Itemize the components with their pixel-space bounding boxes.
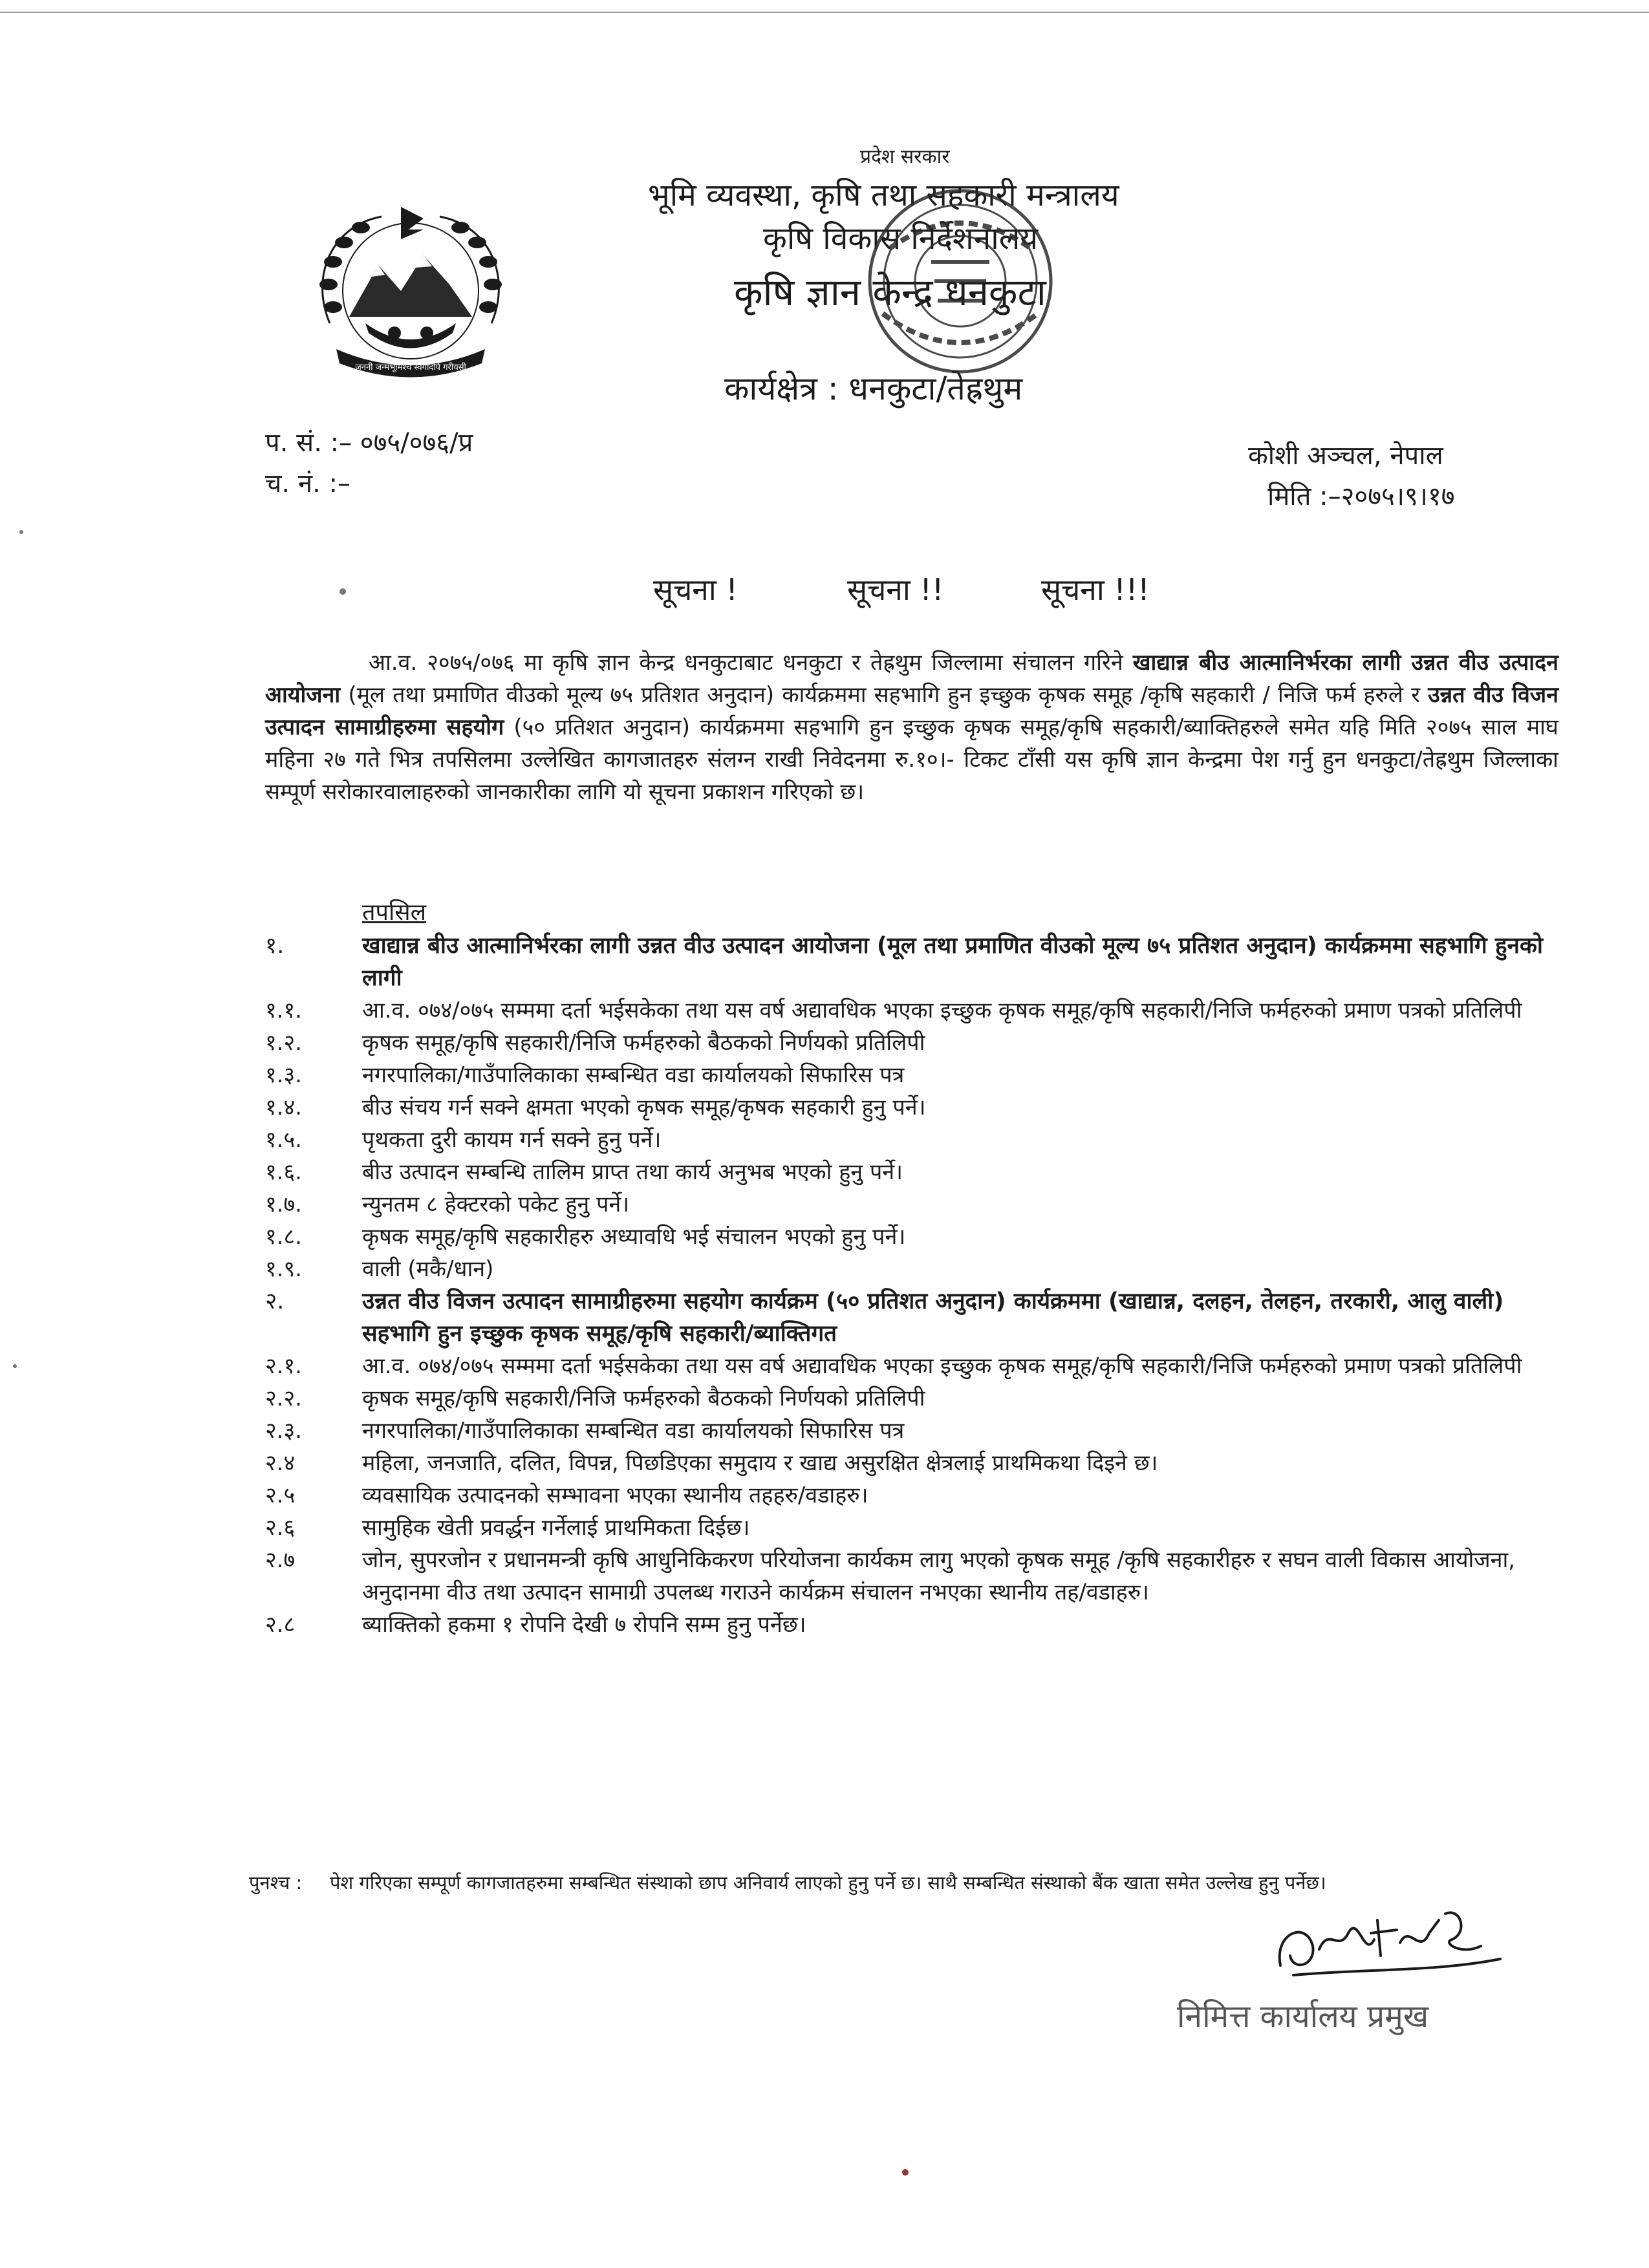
- list-item: [265, 1188, 1565, 1221]
- list-item: [265, 994, 1565, 1027]
- item-number: १.१.: [265, 998, 302, 1023]
- item-text: कृषक समूह/कृषि सहकारीहरु अध्यावधि भई संचालन भएको हुनु पर्ने।: [362, 1224, 906, 1250]
- body-text: आ.व. २०७५/०७६ मा कृषि ज्ञान केन्द्र धनकुटाबाट धनकुटा र तेह्रथुम जिल्लामा संचालन गरिने: [369, 650, 1133, 676]
- list-item: [265, 1512, 1565, 1544]
- handwritten-signature: [1267, 1894, 1526, 1991]
- list-item: [265, 1221, 1565, 1253]
- reference-number: प. सं. :– ०७५/०७६/प्र: [265, 428, 473, 458]
- address: कोशी अञ्चल, नेपाल: [1248, 441, 1443, 471]
- item-number: १.७.: [265, 1192, 302, 1217]
- office-seal-stamp: [812, 178, 1070, 391]
- item-text: न्युनतम ८ हेक्टरको पकेट हुनु पर्ने।: [362, 1192, 630, 1217]
- list-item: [265, 1124, 1565, 1156]
- list-item: [265, 1350, 1565, 1382]
- item-text: बीउ संचय गर्न सक्ने क्षमता भएको कृषक समूह/कृषक सहकारी हुनु पर्ने।: [362, 1095, 926, 1120]
- item-text: जोन, सुपरजोन र प्रधानमन्त्री कृषि आधुनिकिकरण परियोजना कार्यकम लागु भएको कृषक समूह /कृषि सहकारीहरु र सघन वाली विकास आयोजना, अनुदानमा वीउ तथा उत्पादन सामाग्री उपलब्ध गराउने कार्यक्रम संचालन नभएका स्थानीय तह/वडाहरु।: [362, 1547, 1516, 1605]
- notice-title-3: सूचना !!!: [1041, 572, 1150, 607]
- letterhead-ministry: भूमि व्यवस्था, कृषि तथा सहकारी मन्त्रालय: [648, 177, 1119, 213]
- item-number: २.: [265, 1289, 285, 1314]
- item-text: कृषक समूह/कृषि सहकारी/निजि फर्महरुको बैठकको निर्णयको प्रतिलिपी: [362, 1385, 925, 1411]
- item-number: १.४.: [265, 1095, 302, 1120]
- scan-speck: [19, 530, 23, 534]
- item-number: १.५.: [265, 1127, 302, 1153]
- issue-date: मिति :–२०७५।९।१७: [1267, 482, 1455, 511]
- item-text: सामुहिक खेती प्रवर्द्धन गर्नेलाई प्राथमिकता दिईछ।: [362, 1515, 750, 1541]
- item-text: उन्नत वीउ विजन उत्पादन सामाग्रीहरुमा सहयोग कार्यक्रम (५० प्रतिशत अनुदान) कार्यक्रममा (खाद्यान्न, दलहन, तेलहन, तरकारी, आलु वाली) सहभागि हुन इच्छुक कृषक समूह/कृषि सहकारी/ब्याक्तिगत: [362, 1289, 1504, 1347]
- signatory-title: निमित्त कार्यालय प्रमुख: [1177, 1998, 1429, 2035]
- scan-speck: [339, 588, 346, 595]
- body-bold-support: उन्नत वीउ विजन उत्पादन सामाग्रीहरुमा सहयोग: [265, 682, 1558, 740]
- item-number: १.३.: [265, 1062, 302, 1088]
- item-number: २.३.: [265, 1418, 302, 1444]
- list-item: [265, 1156, 1565, 1188]
- item-text: वाली (मकै/धान): [362, 1256, 494, 1282]
- item-number: १.६.: [265, 1159, 302, 1185]
- list-item: [265, 1544, 1565, 1609]
- item-text: महिला, जनजाति, दलित, विपन्न, पिछडिएका समुदाय र खाद्य असुरक्षित क्षेत्रलाई प्राथमिकथा दिइने छ।: [362, 1450, 1158, 1476]
- section-heading: [265, 1285, 1565, 1350]
- item-number: २.४: [265, 1450, 296, 1476]
- item-number: २.७: [265, 1547, 296, 1573]
- scan-top-edge: [0, 12, 1649, 13]
- list-item: [265, 1479, 1565, 1512]
- list-item: [265, 1382, 1565, 1415]
- item-number: १.२.: [265, 1030, 302, 1056]
- section-heading: [265, 930, 1565, 994]
- item-number: २.२.: [265, 1385, 302, 1411]
- item-number: १.: [265, 933, 285, 959]
- list-item: [265, 1091, 1565, 1124]
- list-item: [265, 1027, 1565, 1059]
- letterhead-province: प्रदेश सरकार: [860, 145, 950, 168]
- body-text: (५० प्रतिशत अनुदान) कार्यक्रममा सहभागि हुन इच्छुक कृषक समूह/कृषि सहकारी/ब्याक्तिहरुले समेत यहि मिति २०७५ साल माघ महिना २७ गते भित्र तपसिलमा उल्लेखित कागजातहरु संलग्न राखी निवेदनमा रु.१०।- टिकट टाँसी यस कृषि ज्ञान केन्द्रमा पेश गर्नु हुन धनकुटा/तेह्रथुम जिल्लाका सम्पूर्ण सरोकारवालाहरुको जानकारीका लागि यो सूचना प्रकाशन गरिएको छ।: [265, 714, 1558, 805]
- item-text: नगरपालिका/गाउँपालिकाका सम्बन्धित वडा कार्यालयको सिफारिस पत्र: [362, 1062, 905, 1088]
- item-number: २.६: [265, 1515, 296, 1541]
- item-number: २.८: [265, 1612, 296, 1638]
- notice-title-2: सूचना !!: [847, 572, 944, 607]
- letterhead-jurisdiction: कार्यक्षेत्र : धनकुटा/तेह्रथुम: [724, 370, 1023, 407]
- postscript-text: पेश गरिएका सम्पूर्ण कागजातहरुमा सम्बन्धित संस्थाको छाप अनिवार्य लाएको हुनु पर्ने छ। साथै सम्बन्धित संस्थाको बैंक खाता समेत उल्लेख हुनु पर्नेछ।: [330, 1872, 1326, 1894]
- item-text: आ.व. ०७४/०७५ सम्ममा दर्ता भईसकेका तथा यस वर्ष अद्यावधिक भएका इच्छुक कृषक समूह/कृषि सहकारी/निजि फर्महरुको प्रमाण पत्रको प्रतिलिपी: [362, 1353, 1522, 1379]
- item-text: ब्याक्तिको हकमा १ रोपनि देखी ७ रोपनि सम्म हुनु पर्नेछ।: [362, 1612, 806, 1638]
- postscript-label: पुनश्च :: [249, 1872, 303, 1894]
- postscript: [249, 1868, 1549, 1897]
- dispatch-number: च. नं. :–: [265, 469, 350, 498]
- item-text: पृथकता दुरी कायम गर्न सक्ने हुनु पर्ने।: [362, 1127, 662, 1153]
- body-text: (मूल तथा प्रमाणित वीउको मूल्य ७५ प्रतिशत अनुदान) कार्यक्रममा सहभागि हुन इच्छुक कृषक समूह /कृषि सहकारी / निजि फर्म हरुले र: [340, 682, 1428, 708]
- letterhead-directorate: कृषि विकास निर्देशनालय: [763, 220, 1039, 257]
- letterhead-office: कृषि ज्ञान केन्द्र धनकुटा: [734, 270, 1046, 314]
- item-text: नगरपालिका/गाउँपालिकाका सम्बन्धित वडा कार्यालयको सिफारिस पत्र: [362, 1418, 905, 1444]
- item-text: आ.व. ०७४/०७५ सम्ममा दर्ता भईसकेका तथा यस वर्ष अद्यावधिक भएका इच्छुक कृषक समूह/कृषि सहकारी/निजि फर्महरुको प्रमाण पत्रको प्रतिलिपी: [362, 998, 1522, 1023]
- item-number: १.८.: [265, 1224, 302, 1250]
- item-text: खाद्यान्न बीउ आत्मानिर्भरका लागी उन्नत वीउ उत्पादन आयोजना (मूल तथा प्रमाणित वीउको मूल्य ७५ प्रतिशत अनुदान) कार्यक्रममा सहभागि हुनको लागी: [362, 933, 1543, 991]
- requirement-list: [265, 930, 1565, 1641]
- item-text: बीउ उत्पादन सम्बन्धि तालिम प्राप्त तथा कार्य अनुभब भएको हुनु पर्ने।: [362, 1159, 903, 1185]
- notice-body: [265, 647, 1558, 808]
- list-item: [265, 1609, 1565, 1641]
- item-number: १.९.: [265, 1256, 302, 1282]
- scan-speck: [902, 2169, 909, 2176]
- notice-title-1: सूचना !: [653, 572, 738, 607]
- list-item: [265, 1415, 1565, 1447]
- schedule-heading: तपसिल: [362, 899, 427, 926]
- emblem-motto: जननी जन्मभूमिश्च स्वर्गादपि गरीयसी: [355, 363, 466, 372]
- nepal-emblem-icon: [304, 194, 517, 388]
- body-bold-project: खाद्यान्न बीउ आत्मानिर्भरका लागी उन्नत वीउ उत्पादन आयोजना: [265, 650, 1558, 708]
- scan-speck: [13, 1364, 17, 1368]
- item-number: २.५: [265, 1482, 296, 1508]
- list-item: [265, 1059, 1565, 1091]
- item-text: व्यवसायिक उत्पादनको सम्भावना भएका स्थानीय तहहरु/वडाहरु।: [362, 1482, 868, 1508]
- list-item: [265, 1253, 1565, 1285]
- list-item: [265, 1447, 1565, 1479]
- item-number: २.१.: [265, 1353, 302, 1379]
- item-text: कृषक समूह/कृषि सहकारी/निजि फर्महरुको बैठकको निर्णयको प्रतिलिपी: [362, 1030, 925, 1056]
